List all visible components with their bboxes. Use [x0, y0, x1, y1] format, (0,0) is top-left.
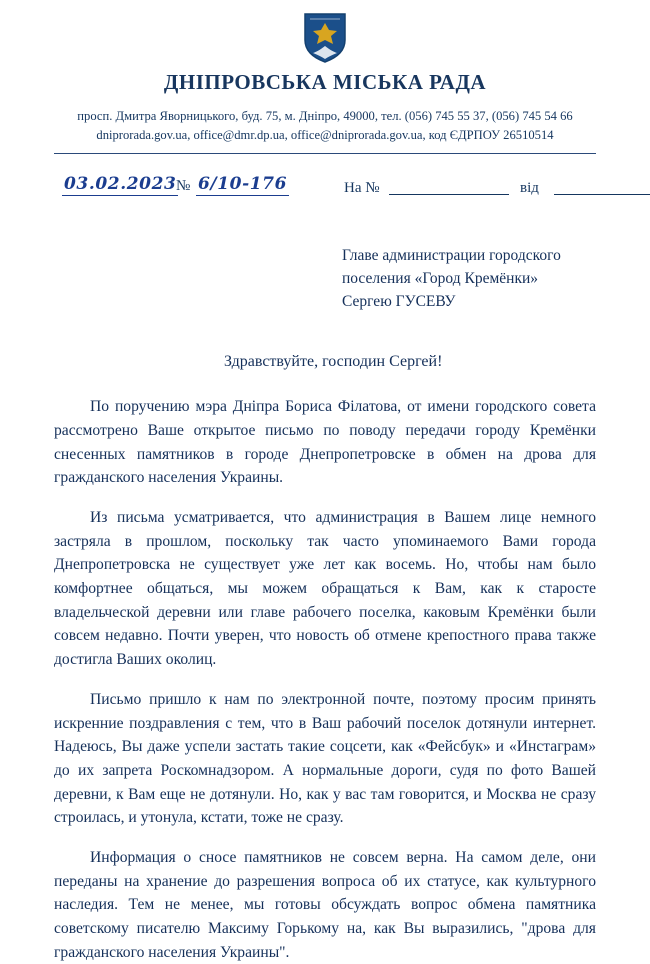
on-number-label: На № — [344, 179, 380, 196]
addressee-line-2: поселения «Город Кремёнки» — [342, 269, 539, 287]
body-paragraph: Из письма усматривается, что администрация в Вашем лице немного застряла в прошлом, поскольку так часто упоминаемого Вами города Днепропетровска не существует уже лет как восемь. Но, чтобы нам было комфортнее общаться, мы можем обращаться к Вам, как к старосте владельческой деревни или главе рабочего поселка, каковым Кремёнки были совсем недавно. Почти уверен, что новость об отмене крепостного права также достигла Ваших околиц. — [54, 509, 596, 669]
organization-title: ДНІПРОВСЬКА МІСЬКА РАДА — [163, 70, 487, 94]
address-line: просп. Дмитра Яворницького, буд. 75, м. Дніпро, 49000, тел. (056) 745 55 37, (056) 745 54 66 — [77, 109, 573, 123]
addressee-line-3: Сергею ГУСЕВУ — [342, 293, 456, 310]
from-date-blank — [554, 194, 650, 195]
document-number: 6/10-176 — [198, 173, 288, 194]
addressee-line-1: Главе администрации городского — [342, 246, 561, 264]
greeting: Здравствуйте, господин Сергей! — [224, 353, 443, 371]
city-coat-of-arms-icon — [302, 10, 348, 64]
on-number-blank — [389, 194, 509, 195]
from-label: від — [520, 179, 539, 196]
number-label: № — [176, 177, 191, 194]
body-paragraph: По поручению мэра Дніпра Бориса Філатова, от имени городского совета рассмотрено Ваше открытое письмо по поводу передачи городу Кремёнки снесенных памятников в городе Днепропетровске в обмен на дрова для гражданского населения Украины. — [54, 398, 596, 487]
body-paragraph: Письмо пришло к нам по электронной почте, поэтому просим принять искренние поздравления с тем, что в Ваш рабочий поселок дотянули интернет. Надеюсь, Вы даже успели застать такие соцсети, как «Фейсбук» и «Инстаграм» до их запрета Роскомнадзором. А нормальные дороги, судя по фото Вашей деревни, к Вам еще не дотянули. Но, как у вас там говорится, и Москва не сразу строилась, и утонула, кстати, тоже не сразу. — [54, 690, 596, 827]
reference-row — [54, 170, 596, 214]
letterhead-divider — [54, 153, 596, 154]
letterhead — [54, 0, 596, 154]
document-date: 03.02.2023 — [64, 173, 177, 194]
contacts-line: dniprorada.gov.ua, office@dmr.dp.ua, office@dniprorada.gov.ua, код ЄДРПОУ 26510514 — [96, 128, 554, 143]
letter-body — [54, 395, 596, 964]
body-paragraph: Информация о сносе памятников не совсем верна. На самом деле, они переданы на хранение до разрешения вопроса об их статусе, как культурного наследия. Тем не менее, мы готовы обсуждать вопрос обмена памятника советскому писателю Максиму Горькому на, как Вы выразились, "дрова для гражданского населения Украины". — [54, 848, 596, 961]
addressee-block — [342, 244, 596, 314]
